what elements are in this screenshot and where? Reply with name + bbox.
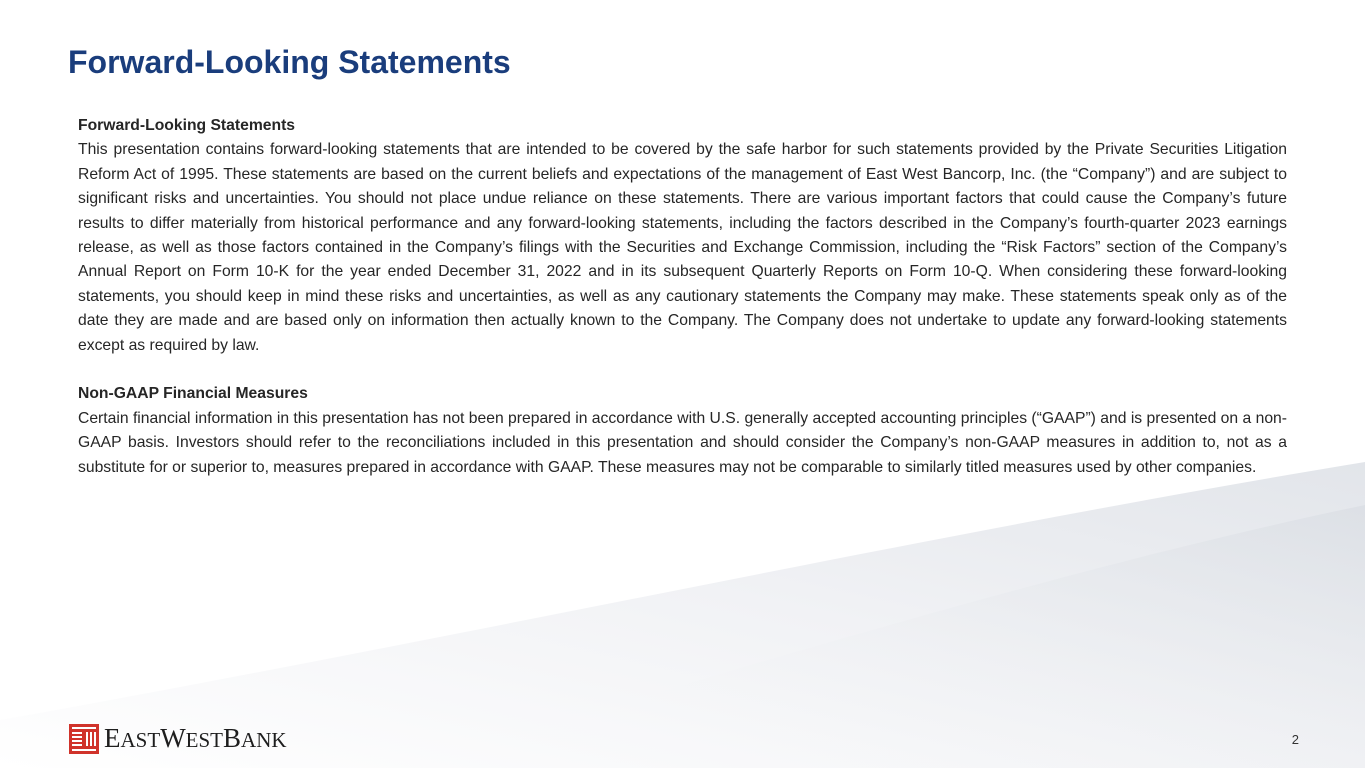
east-west-bank-logo: [69, 723, 287, 755]
disclaimer-body: [78, 114, 1287, 480]
slide-title: Forward-Looking Statements: [68, 44, 511, 80]
east-west-bank-logo-mark-icon: [69, 724, 99, 754]
page-number: 2: [1291, 732, 1299, 747]
logo-wordmark: EASTWESTBANK: [104, 723, 287, 753]
section-spacer: [78, 358, 1287, 382]
non-gaap-heading: Non-GAAP Financial Measures: [78, 385, 308, 403]
non-gaap-paragraph: Certain financial information in this presentation has not been prepared in accordance with U.S. generally accepted accounting principles (“GAAP”) and is presented on a non-GAAP basis. Investors should refer to the reconciliations included in this presentation and should consider the Company’s non-GAAP measures in addition to, not as a substitute for or superior to, measures prepared in accordance with GAAP. These measures may not be comparable to similarly titled measures used by other companies.: [78, 409, 1287, 476]
forward-looking-heading: Forward-Looking Statements: [78, 117, 296, 134]
forward-looking-paragraph: This presentation contains forward-looking statements that are intended to be covered by the safe harbor for such statements provided by the Private Securities Litigation Reform Act of 1995. These statements are based on the current beliefs and expectations of the management of East West Bancorp, Inc. (the “Company”) and are subject to significant risks and uncertainties. You should not place undue reliance on these statements. There are various important factors that could cause the Company’s future results to differ materially from historical performance and any forward-looking statements, including the factors described in the Company’s fourth-quarter 2023 earnings release, as well as those factors contained in the Company’s filings with the Securities and Exchange Commission, including the “Risk Factors” section of the Company’s Annual Report on Form 10-K for the year ended December 31, 2022 and in its subsequent Quarterly Reports on Form 10-Q. When considering these forward-looking statements, you should keep in mind these risks and uncertainties, as well as any cautionary statements the Company may make. These statements speak only as of the date they are made and are based only on information then actually known to the Company. The Company does not undertake to update any forward-looking statements except as required by law.: [78, 141, 1287, 354]
